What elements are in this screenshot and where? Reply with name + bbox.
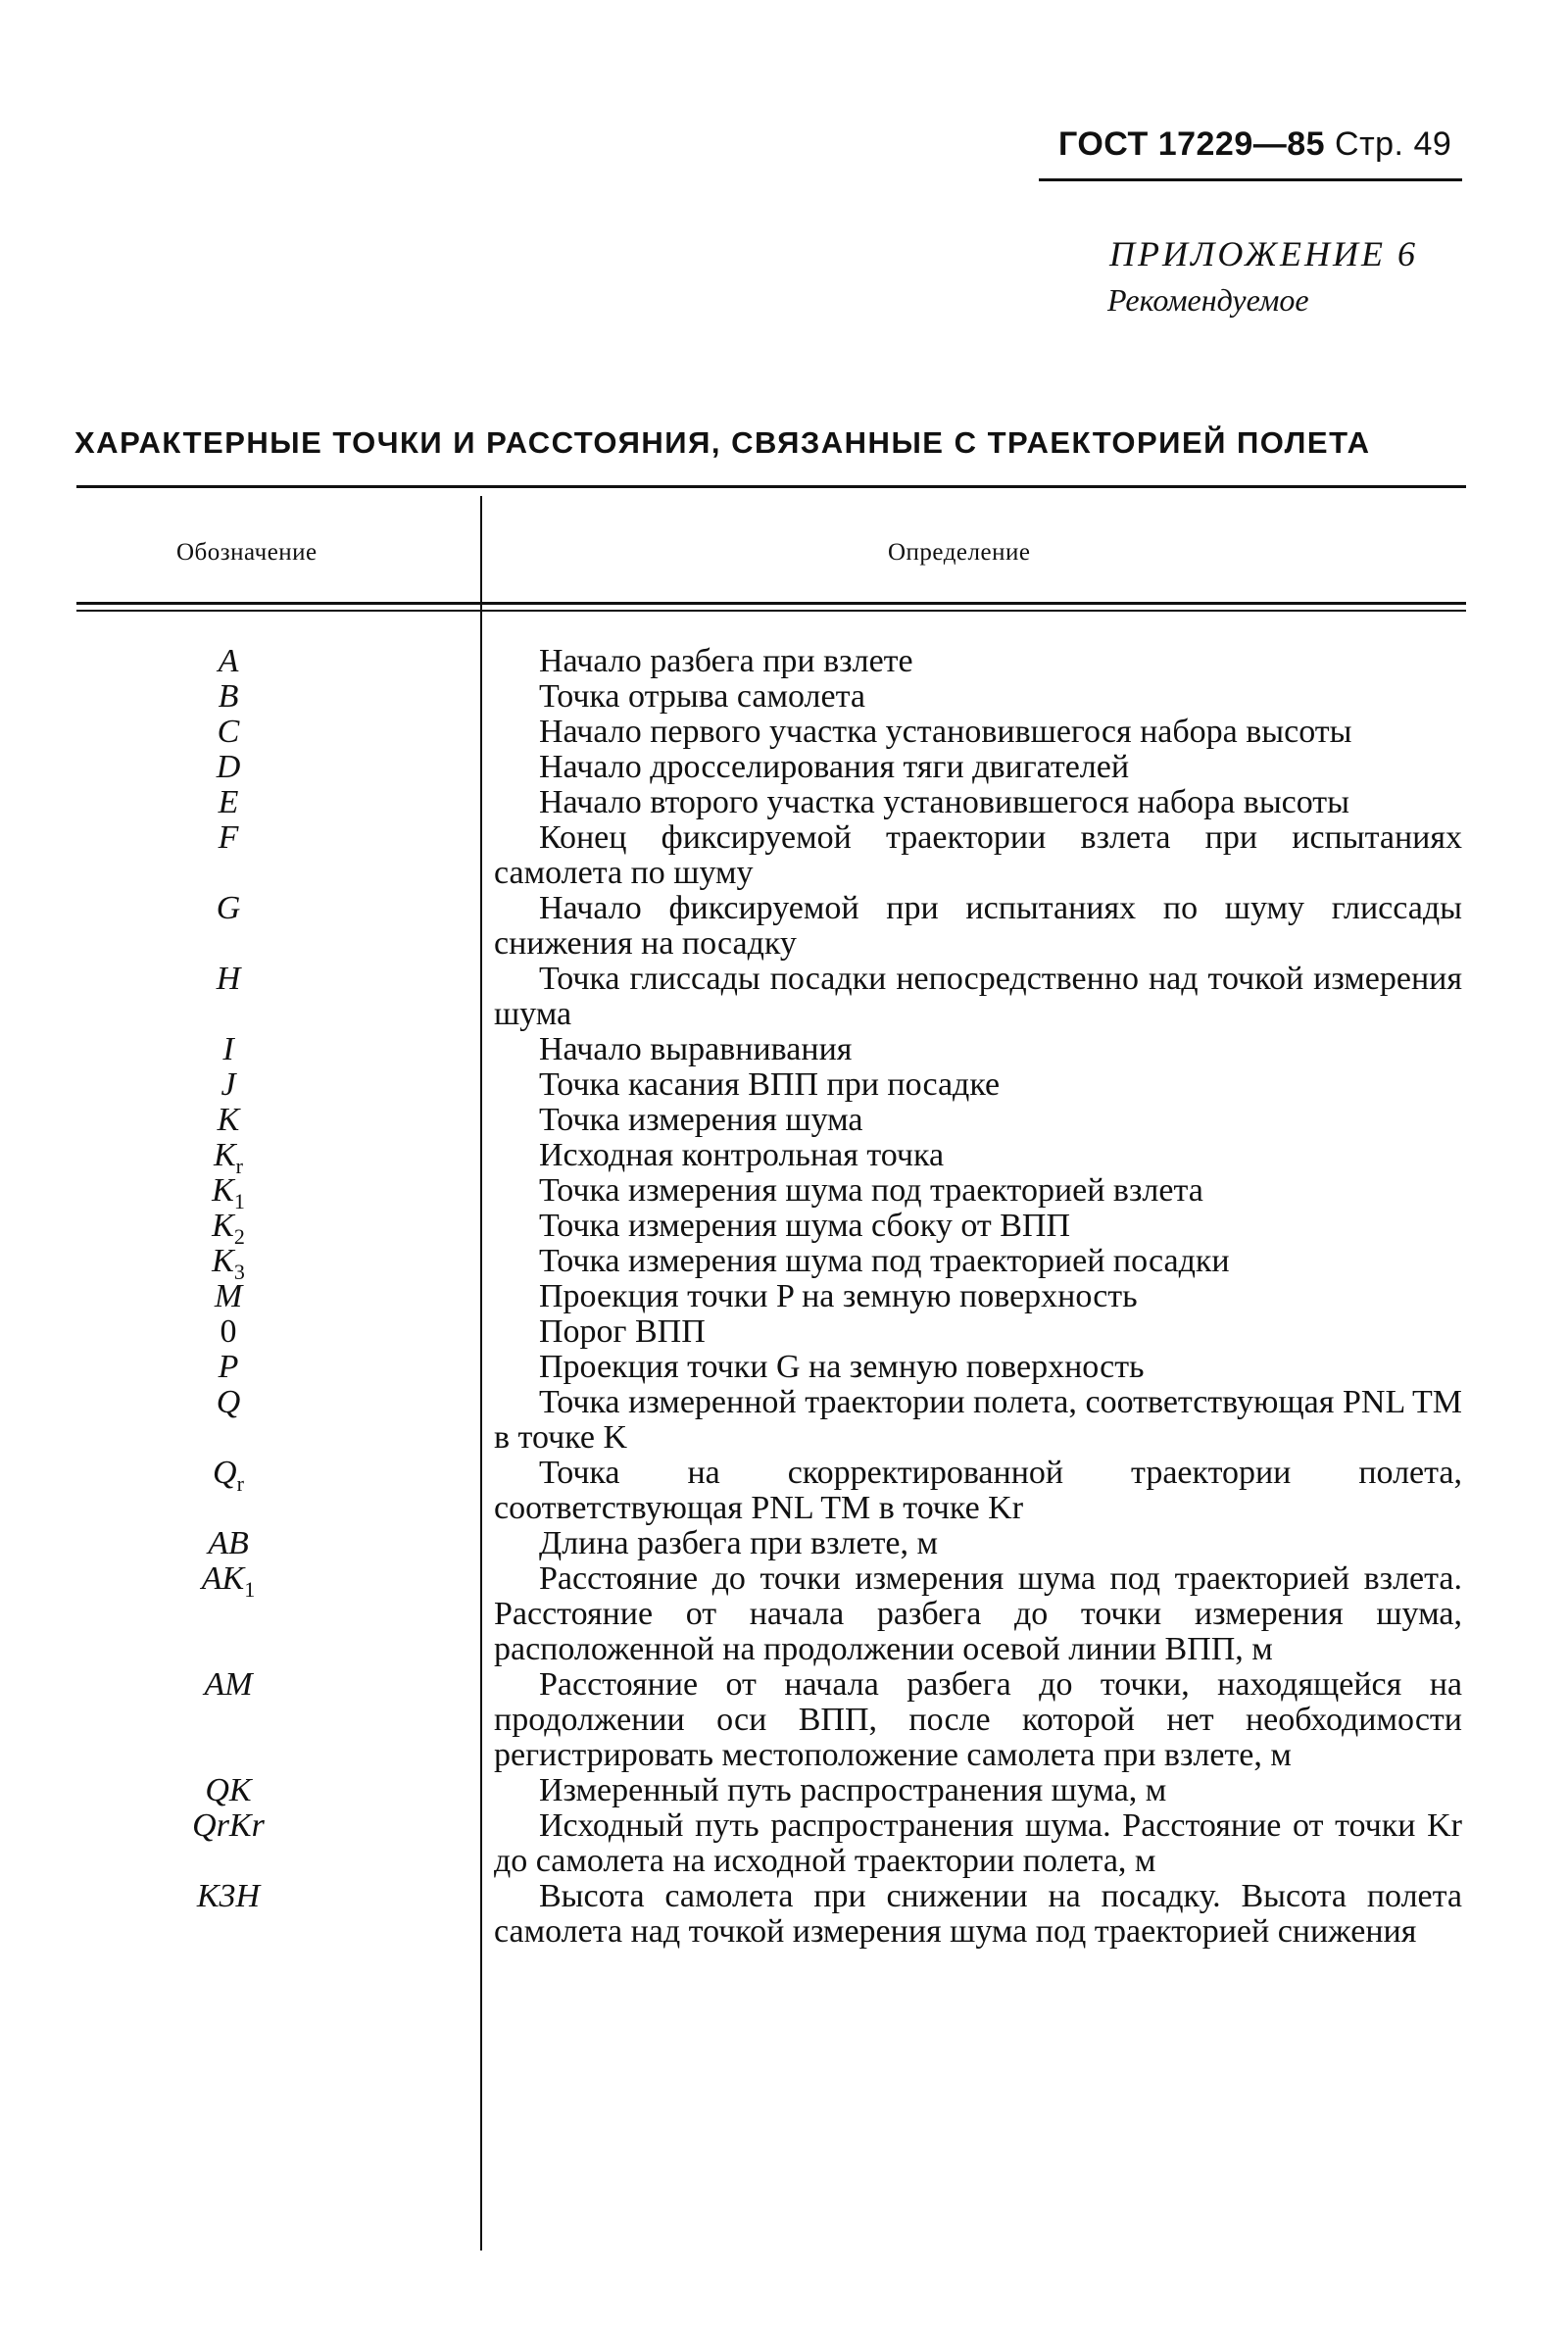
table-row <box>0 1879 1568 1950</box>
row-symbol-subscript: 1 <box>244 1576 256 1602</box>
column-header-definition: Определение <box>888 539 1031 566</box>
column-header-symbol: Обозначение <box>176 539 318 566</box>
row-symbol: M <box>214 1278 243 1314</box>
table-row <box>0 1208 1568 1249</box>
row-definition: Порог ВПП <box>539 1313 706 1350</box>
row-definition: Высота самолета при снижении на посадку. Высота полета самолета над точкой измерения шума под траекторией снижения <box>494 1878 1462 1950</box>
row-symbol: F <box>218 819 239 856</box>
row-symbol: AB <box>208 1525 249 1561</box>
table-row <box>0 1172 1568 1213</box>
table-row <box>0 1279 1568 1314</box>
table-row <box>0 891 1568 962</box>
row-definition: Исходный путь распространения шума. Расстояние от точки Kr до самолета на исходной траектории полета, м <box>494 1807 1462 1879</box>
row-symbol-subscript: 1 <box>233 1188 245 1213</box>
table-row <box>0 1243 1568 1284</box>
table-row <box>0 1561 1568 1667</box>
gost-number: ГОСТ 17229—85 <box>1058 125 1326 163</box>
row-definition: Начало первого участка установившегося набора высоты <box>539 714 1352 750</box>
row-definition: Точка измерения шума под траекторией взлета <box>539 1172 1203 1209</box>
row-symbol: H <box>216 961 241 997</box>
row-definition: Точка измерения шума сбоку от ВПП <box>539 1208 1071 1244</box>
row-symbol: G <box>216 890 241 926</box>
row-definition: Точка глиссады посадки непосредственно над точкой измерения шума <box>494 961 1462 1032</box>
row-definition: Начало выравнивания <box>539 1031 853 1067</box>
table-row <box>0 715 1568 750</box>
row-symbol-base: K <box>213 1137 236 1173</box>
row-definition: Проекция точки G на земную поверхность <box>539 1349 1145 1385</box>
row-symbol: QrKr <box>192 1807 265 1844</box>
row-definition: Проекция точки P на земную поверхность <box>539 1278 1138 1314</box>
table-row <box>0 1667 1568 1773</box>
row-definition: Точка измерения шума под траекторией посадки <box>539 1243 1230 1279</box>
table-row <box>0 1350 1568 1385</box>
table-row <box>0 962 1568 1032</box>
row-symbol <box>174 1243 282 1284</box>
header-rule <box>1039 178 1462 181</box>
table-row <box>0 1808 1568 1879</box>
row-definition: Расстояние до точки измерения шума под траекторией взлета. Расстояние от начала разбега до точки измерения шума, расположенной на продолжении осевой линии ВПП, м <box>494 1560 1462 1667</box>
row-definition: Точка отрыва самолета <box>539 678 865 715</box>
row-symbol-subscript: r <box>235 1153 243 1178</box>
table-row <box>0 1385 1568 1456</box>
row-definition: Длина разбега при взлете, м <box>539 1525 939 1561</box>
page-number: Стр. 49 <box>1335 125 1452 163</box>
row-symbol: 0 <box>220 1313 237 1350</box>
row-symbol-subscript: r <box>236 1470 244 1496</box>
row-symbol: D <box>216 749 241 785</box>
row-definition: Начало второго участка установившегося набора высоты <box>539 784 1350 820</box>
table-row <box>0 1103 1568 1138</box>
row-definition: Начало фиксируемой при испытаниях по шуму глиссады снижения на посадку <box>494 890 1462 962</box>
row-definition: Начало разбега при взлете <box>539 643 913 679</box>
appendix-title: ПРИЛОЖЕНИЕ 6 <box>1109 234 1418 273</box>
table-row <box>0 1137 1568 1178</box>
row-symbol: QK <box>205 1772 252 1808</box>
row-definition: Расстояние от начала разбега до точки, находящейся на продолжении оси ВПП, после которой нет необходимости регистрировать местоположение самолета при взлете, м <box>494 1666 1462 1773</box>
row-symbol: E <box>218 784 239 820</box>
row-definition: Конец фиксируемой траектории взлета при испытаниях самолета по шуму <box>494 819 1462 891</box>
table-row <box>0 1456 1568 1526</box>
row-symbol <box>174 1137 282 1178</box>
row-symbol: C <box>217 714 240 750</box>
header-bottom-rule-double <box>76 610 1466 612</box>
table-row <box>0 679 1568 715</box>
table-top-rule <box>76 485 1466 488</box>
table-row <box>0 644 1568 679</box>
row-symbol: AM <box>204 1666 253 1703</box>
table-row <box>0 1773 1568 1808</box>
table-row <box>0 1032 1568 1067</box>
row-symbol: J <box>220 1066 236 1103</box>
appendix-status: Рекомендуемое <box>1107 282 1309 318</box>
row-symbol-base: K <box>212 1172 234 1209</box>
row-definition: Точка измерения шума <box>539 1102 863 1138</box>
row-definition: Точка на скорректированной траектории полета, соответствующая PNL TM в точке Kr <box>494 1455 1462 1526</box>
row-symbol-subscript: 3 <box>233 1259 245 1284</box>
table-row <box>0 1067 1568 1103</box>
row-symbol: K <box>217 1102 240 1138</box>
table-row <box>0 750 1568 785</box>
row-symbol: A <box>218 643 239 679</box>
table-row <box>0 1526 1568 1561</box>
row-symbol <box>174 1560 282 1602</box>
row-symbol-base: K <box>212 1208 234 1244</box>
row-symbol <box>174 1455 282 1496</box>
table-row <box>0 785 1568 820</box>
row-symbol: I <box>222 1031 234 1067</box>
row-definition: Начало дросселирования тяги двигателей <box>539 749 1130 785</box>
row-definition: Точка касания ВПП при посадке <box>539 1066 1001 1103</box>
row-symbol-base: K <box>212 1243 234 1279</box>
row-symbol: B <box>218 678 239 715</box>
table-row <box>0 1314 1568 1350</box>
row-symbol: Q <box>216 1384 241 1420</box>
row-symbol <box>174 1208 282 1249</box>
row-symbol-subscript: 2 <box>233 1223 245 1249</box>
row-symbol-base: Q <box>213 1455 237 1491</box>
page-header <box>1058 125 1451 164</box>
row-symbol <box>174 1172 282 1213</box>
table-row <box>0 820 1568 891</box>
row-symbol: P <box>218 1349 239 1385</box>
row-definition: Исходная контрольная точка <box>539 1137 945 1173</box>
table-body <box>0 644 1568 1950</box>
row-symbol-base: AK <box>201 1560 245 1597</box>
row-definition: Точка измеренной траектории полета, соответствующая PNL TM в точке K <box>494 1384 1462 1456</box>
page-title: ХАРАКТЕРНЫЕ ТОЧКИ И РАССТОЯНИЯ, СВЯЗАННЫЕ С ТРАЕКТОРИЕЙ ПОЛЕТА <box>74 425 1371 460</box>
row-symbol: K3H <box>196 1878 261 1914</box>
row-definition: Измеренный путь распространения шума, м <box>539 1772 1167 1808</box>
header-bottom-rule <box>76 602 1466 605</box>
